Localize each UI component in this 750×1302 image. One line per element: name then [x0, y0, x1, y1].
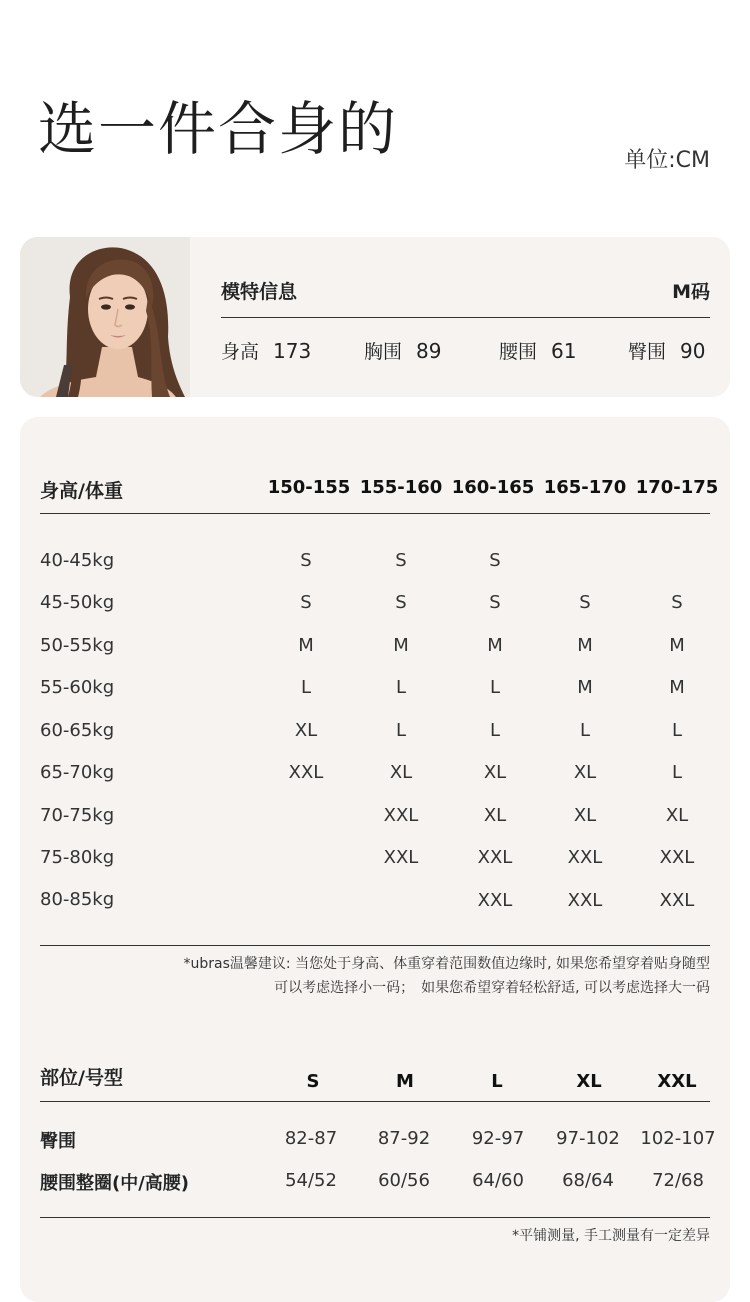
model-stat-waist: [499, 337, 576, 364]
weight-row-label: 80-85kg: [40, 889, 115, 910]
size-cell: XXL: [659, 890, 695, 911]
height-column-header: 150-155: [267, 477, 351, 498]
measure-cell: 60/56: [378, 1170, 430, 1191]
model-stat-label: 胸围: [364, 341, 403, 363]
size-cell: M: [393, 635, 409, 656]
model-photo: [20, 237, 190, 397]
size-cell: L: [489, 720, 501, 741]
size-cell: M: [577, 677, 593, 698]
model-info-title: 模特信息: [221, 281, 298, 303]
weight-row-label: 75-80kg: [40, 847, 115, 868]
size-cell: XXL: [383, 847, 419, 868]
size-column-header: L: [491, 1071, 503, 1092]
model-stat-label: 腰围: [499, 341, 538, 363]
weight-row-label: 40-45kg: [40, 550, 115, 571]
model-size-label: M码: [672, 281, 710, 303]
weight-row-label: 70-75kg: [40, 805, 115, 826]
size-cell: XXL: [477, 890, 513, 911]
size-cell: L: [395, 677, 407, 698]
model-portrait-illustration: [20, 237, 190, 397]
size-cell: L: [395, 720, 407, 741]
height-column-header: 155-160: [359, 477, 443, 498]
weight-row-label: 50-55kg: [40, 635, 115, 656]
size-cell: XXL: [567, 890, 603, 911]
size-cell: XL: [483, 805, 507, 826]
size-cell: L: [489, 677, 501, 698]
size-cell: M: [669, 635, 685, 656]
measure-cell: 64/60: [472, 1170, 524, 1191]
size-cell: S: [489, 592, 501, 613]
model-stat-height: [221, 337, 311, 364]
size-cell: XL: [483, 762, 507, 783]
measure-cell: 87-92: [377, 1128, 431, 1149]
size-chart-header-divider: [40, 513, 710, 514]
size-cell: XXL: [477, 847, 513, 868]
size-advice-line-1: *ubras温馨建议: 当您处于身高、体重穿着范围数值边缘时, 如果您希望穿着贴身随型: [183, 956, 710, 972]
model-stat-value: 90: [680, 339, 706, 363]
size-chart-header-label: 身高/体重: [40, 480, 123, 502]
size-cell: S: [671, 592, 683, 613]
size-cell: XL: [294, 720, 318, 741]
size-advice-line-2: 可以考虑选择小一码； 如果您希望穿着轻松舒适, 可以考虑选择大一码: [274, 980, 710, 996]
size-cell: S: [489, 550, 501, 571]
model-info-divider: [221, 317, 710, 318]
measure-cell: 68/64: [562, 1170, 614, 1191]
height-column-header: 160-165: [451, 477, 535, 498]
measure-cell: 102-107: [640, 1128, 716, 1149]
size-cell: L: [671, 720, 683, 741]
model-stat-label: 臀围: [628, 341, 667, 363]
size-cell: M: [669, 677, 685, 698]
weight-row-label: 60-65kg: [40, 720, 115, 741]
measure-cell: 72/68: [652, 1170, 704, 1191]
size-column-header: XL: [576, 1071, 602, 1092]
page-title: 选一件合身的: [38, 95, 399, 163]
model-stat-hip: [628, 337, 705, 364]
measure-cell: 82-87: [284, 1128, 338, 1149]
size-advice-note: [184, 952, 710, 1000]
measure-note: *平铺测量, 手工测量有一定差异: [512, 1228, 710, 1244]
size-column-header: XXL: [657, 1071, 697, 1092]
size-cell: XL: [573, 805, 597, 826]
model-stat-chest: [364, 337, 441, 364]
model-info-card: [20, 237, 730, 397]
measure-cell: 54/52: [285, 1170, 337, 1191]
measure-cell: 92-97: [471, 1128, 525, 1149]
size-column-header: S: [306, 1071, 320, 1092]
measure-row-label: 臀围: [40, 1131, 76, 1152]
size-cell: XXL: [567, 847, 603, 868]
size-cell: S: [395, 592, 407, 613]
size-cell: XL: [573, 762, 597, 783]
weight-row-label: 55-60kg: [40, 677, 115, 698]
size-cell: XL: [389, 762, 413, 783]
size-cell: XXL: [383, 805, 419, 826]
size-cell: M: [577, 635, 593, 656]
model-stat-value: 173: [273, 339, 312, 363]
size-cell: XL: [665, 805, 689, 826]
measure-chart-header-divider: [40, 1101, 710, 1102]
size-cell: S: [395, 550, 407, 571]
measure-cell: 97-102: [556, 1128, 620, 1149]
model-stat-value: 61: [551, 339, 577, 363]
model-stat-value: 89: [416, 339, 442, 363]
model-stat-label: 身高: [221, 341, 260, 363]
size-cell: L: [300, 677, 312, 698]
size-column-header: M: [396, 1071, 414, 1092]
weight-row-label: 45-50kg: [40, 592, 115, 613]
size-cell: XXL: [288, 762, 324, 783]
size-chart-card: [20, 417, 730, 1302]
size-cell: L: [671, 762, 683, 783]
size-cell: S: [579, 592, 591, 613]
size-cell: S: [300, 550, 312, 571]
size-cell: M: [487, 635, 503, 656]
size-chart-bottom-divider: [40, 945, 710, 946]
size-cell: M: [298, 635, 314, 656]
height-column-header: 170-175: [635, 477, 719, 498]
measure-chart-header-label: 部位/号型: [40, 1067, 123, 1089]
size-cell: S: [300, 592, 312, 613]
unit-label: 单位:CM: [624, 148, 710, 173]
size-cell: XXL: [659, 847, 695, 868]
measure-chart-bottom-divider: [40, 1217, 710, 1218]
measure-row-label: 腰围整圈(中/高腰): [40, 1173, 190, 1194]
weight-row-label: 65-70kg: [40, 762, 115, 783]
size-cell: L: [579, 720, 591, 741]
height-column-header: 165-170: [543, 477, 627, 498]
